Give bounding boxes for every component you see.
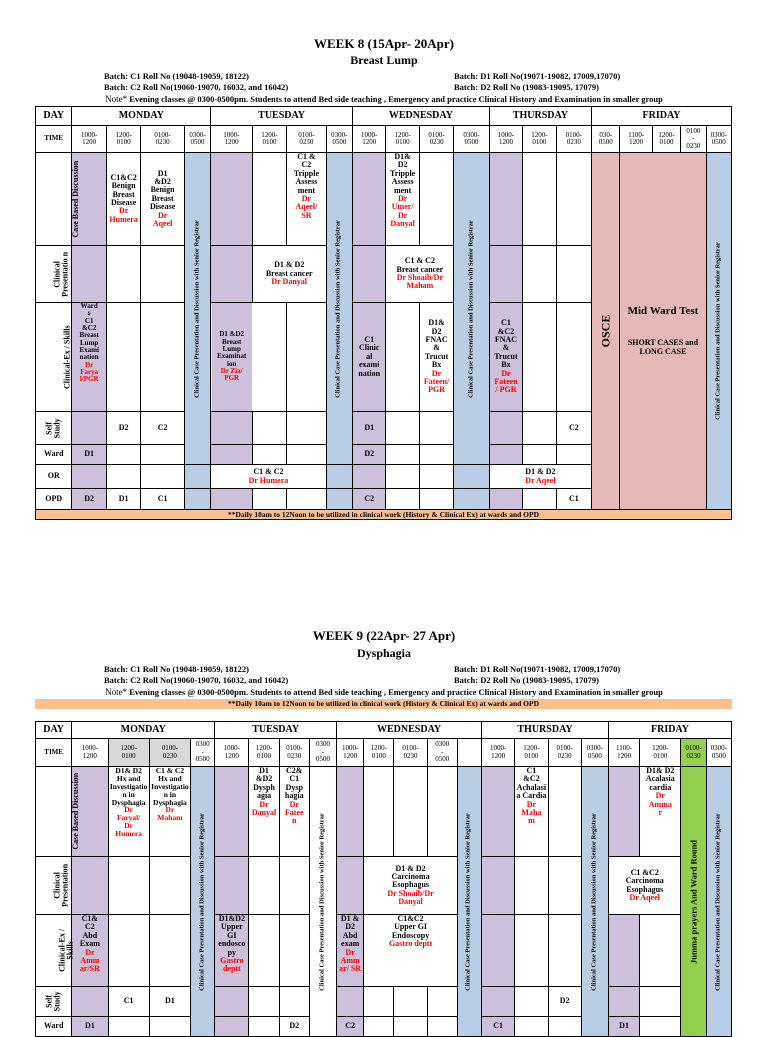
time-slot: 1000- 1200 [72, 739, 108, 767]
time-slot: 1200- 0100 [364, 739, 394, 767]
schedule-cell [215, 767, 249, 857]
schedule-cell [427, 1017, 457, 1037]
schedule-cell: C1 & C2 Breast cancer Dr Shoaib/Dr Maham [386, 246, 454, 303]
header-monday: MONDAY [72, 107, 211, 126]
time-slot: 0100- 0230 [556, 126, 591, 153]
week9-note-prefix: Note* [105, 687, 128, 697]
schedule-cell: C1 [482, 1017, 515, 1037]
schedule-cell: D1 &D2 Breast Lump Examinat ion Dr Zia/ PGR [211, 303, 287, 412]
time-slot: 0300 - 0500 [191, 739, 215, 767]
vertical-banner: Clinical Case Presentation and Discussion with Senior Registrar [457, 767, 481, 1037]
vertical-banner: Clinical Case Presentation and Discussion with Senior Registrar [191, 767, 215, 1037]
schedule-cell [515, 857, 548, 915]
schedule-cell [141, 303, 185, 412]
schedule-cell [337, 987, 364, 1017]
schedule-cell [364, 1017, 394, 1037]
schedule-cell [287, 303, 327, 412]
time-slot: 1000- 1200 [489, 126, 522, 153]
schedule-cell [252, 445, 286, 465]
schedule-cell [353, 153, 386, 246]
schedule-cell [279, 915, 309, 987]
header-friday: FRIDAY [592, 107, 732, 126]
schedule-cell: D1& D2 FNAC & Trucut Bx Dr Fateen/ PGR [419, 303, 453, 412]
time-slot: 1100- 1200 [608, 739, 639, 767]
week8-note [0, 94, 768, 104]
schedule-cell [386, 412, 419, 445]
time-slot: 0100- 0230 [287, 126, 327, 153]
schedule-cell [523, 246, 556, 303]
week8-subtitle: Breast Lump [350, 53, 418, 67]
week9-note [0, 687, 768, 697]
schedule-cell [337, 767, 364, 857]
schedule-cell [211, 445, 253, 465]
schedule-cell [454, 465, 489, 489]
vertical-banner: Clinical Case Presentation and Discussion with Senior Registrar [581, 767, 608, 1037]
schedule-cell: D2 [353, 445, 386, 465]
schedule-cell [386, 303, 419, 412]
schedule-cell [353, 246, 386, 303]
week9-schedule-table [35, 721, 732, 1037]
vertical-banner: Clinical Case Presentation and Discussion with Senior Registrar [309, 767, 336, 1037]
schedule-cell [489, 445, 522, 465]
schedule-cell: D1 & D2 Dr Aqeel [489, 465, 591, 489]
schedule-cell [523, 153, 556, 246]
week9-batch-c2: Batch: C2 Roll No(19060-19070, 16032, and 16042) [104, 675, 289, 685]
schedule-cell [489, 246, 522, 303]
header-monday: MONDAY [72, 722, 215, 739]
schedule-cell [608, 767, 639, 857]
schedule-cell: D1 [353, 412, 386, 445]
week9-batch-d2: Batch: D2 Roll No (19083-19095, 17079) [454, 675, 599, 685]
schedule-cell [353, 465, 386, 489]
schedule-cell [489, 412, 522, 445]
schedule-cell [419, 445, 453, 465]
schedule-cell [287, 445, 327, 465]
schedule-cell [548, 1017, 581, 1037]
schedule-cell [108, 1017, 149, 1037]
schedule-cell [515, 915, 548, 987]
time-slot: 1200- 0100 [515, 739, 548, 767]
header-thursday: THURSDAY [489, 107, 591, 126]
row-label-case-based-discussion: Case Based Discussion [36, 767, 72, 857]
time-slot: 1200- 0100 [249, 739, 279, 767]
time-slot: 0300- 0500 [454, 126, 489, 153]
schedule-cell: D1& D2 Tripple Assess ment Dr Umer/ Dr Danyal [386, 153, 419, 246]
schedule-cell [640, 987, 681, 1017]
schedule-cell [252, 489, 286, 510]
time-slot: 0100- 0230 [141, 126, 185, 153]
schedule-cell [211, 246, 253, 303]
header-friday: FRIDAY [608, 722, 731, 739]
schedule-cell: C1&C2 Benign Breast Disease Dr Humera [106, 153, 140, 246]
schedule-cell [211, 412, 253, 445]
schedule-cell [249, 857, 279, 915]
schedule-cell [427, 987, 457, 1017]
schedule-cell: C1 &C2 FNAC & Trucut Bx Dr Fateen / PGR [489, 303, 522, 412]
schedule-cell [394, 767, 427, 857]
schedule-cell [106, 445, 140, 465]
time-slot: 1200- 0100 [106, 126, 140, 153]
time-label: TIME [36, 739, 72, 767]
schedule-cell [141, 246, 185, 303]
week9-title: WEEK 9 (22Apr- 27 Apr) [312, 628, 456, 643]
schedule-cell [211, 153, 253, 246]
schedule-cell [482, 987, 515, 1017]
week8-footer-note: **Daily 10am to 12Noon to be utilized in clinical work (History & Clinical Ex) at wards and OPD [36, 510, 732, 520]
time-slot: 0100- 0230 [149, 739, 190, 767]
time-slot: 0300- 0500 [706, 126, 732, 153]
schedule-cell: C1 & C2 Hx and Investigatio n in Dysphagia Dr Maham [149, 767, 190, 857]
schedule-cell [386, 445, 419, 465]
time-slot: 1200- 0100 [523, 126, 556, 153]
schedule-cell: D1 &D2 Dysph agia Dr Danyal [249, 767, 279, 857]
row-label-clinical-ex-skills: Clinical-Ex / Skills [36, 915, 72, 987]
schedule-cell: C1&C2 Upper GI Endoscopy Gastro deptt [364, 915, 458, 987]
time-slot: 030- 0500 [592, 126, 620, 153]
week9-footer-note: **Daily 10am to 12Noon to be utilized in clinical work (History & Clinical Ex) at wards and OPD [35, 699, 732, 709]
schedule-cell [252, 412, 286, 445]
schedule-cell [249, 987, 279, 1017]
schedule-cell [279, 987, 309, 1017]
schedule-cell [141, 445, 185, 465]
schedule-cell: D2 [548, 987, 581, 1017]
schedule-cell: C2& C1 Dysp hagia Dr Fatee n [279, 767, 309, 857]
schedule-cell [326, 465, 352, 489]
schedule-cell [106, 246, 140, 303]
schedule-cell [211, 489, 253, 510]
schedule-cell: D1& D2 Acalasia cardia Dr Amma r [640, 767, 681, 857]
schedule-cell: D1& D2 Hx and Investigatio n in Dysphagia Dr Faryal/ Dr Humera [108, 767, 149, 857]
schedule-cell: Ward s C1 &C2 Breast Lump Exami nation Dr Farya l/PGR [72, 303, 106, 412]
schedule-cell [108, 915, 149, 987]
schedule-cell: D1 & D2 Abd exam Dr Amm ar/ SR [337, 915, 364, 987]
time-slot: 1200- 0100 [640, 739, 681, 767]
schedule-cell: D1 [608, 1017, 639, 1037]
row-label-clinical-ex-skills: Clinical-Ex / Skills [36, 303, 72, 412]
header-thursday: THURSDAY [482, 722, 609, 739]
schedule-cell [608, 915, 639, 987]
schedule-cell [72, 246, 106, 303]
time-slot: 0100- 0230 [279, 739, 309, 767]
schedule-cell [482, 915, 515, 987]
time-slot: 0300- 0500 [326, 126, 352, 153]
schedule-cell [523, 489, 556, 510]
schedule-cell [252, 153, 286, 246]
row-label-or: OR [36, 465, 72, 489]
row-label-clinical-presentation: Clinical Presentatio n [36, 246, 72, 303]
week8-note-prefix: Note* [105, 94, 128, 104]
schedule-cell [515, 1017, 548, 1037]
schedule-cell [394, 1017, 427, 1037]
row-label-clinical-presentation: Clinical Presentation [36, 857, 72, 915]
schedule-cell [548, 767, 581, 857]
schedule-cell [419, 153, 453, 246]
vertical-banner: Clinical Case Presentation and Discussion with Senior Registrar [706, 153, 732, 510]
schedule-cell: D1&D2 Upper GI endosco py Gastro deptt [215, 915, 249, 987]
week8-batch-d2: Batch: D2 Roll No (19083-19095, 17079) [454, 82, 599, 92]
schedule-cell [337, 857, 364, 915]
schedule-cell [640, 915, 681, 987]
schedule-cell [556, 303, 591, 412]
week8-batch-d1: Batch: D1 Roll No(19071-19082, 17009,17070) [454, 71, 621, 81]
schedule-cell [454, 489, 489, 510]
schedule-cell [427, 767, 457, 857]
week8-note-body: Evening classes @ 0300-0500pm. Students to attend Bed side teaching , Emergency and practice Clinical History and Examination in smaller group [127, 94, 663, 104]
schedule-cell [326, 489, 352, 510]
schedule-cell [515, 987, 548, 1017]
row-label-case-based-discussion: Case Based Discussion [36, 153, 72, 246]
header-day: DAY [36, 107, 72, 126]
row-label-self-study: Self Study [36, 412, 72, 445]
schedule-cell [249, 915, 279, 987]
schedule-cell [489, 153, 522, 246]
header-wednesday: WEDNESDAY [353, 107, 490, 126]
schedule-cell [72, 987, 108, 1017]
time-slot: 0300 - 0500 [309, 739, 336, 767]
schedule-cell [72, 412, 106, 445]
time-slot: 1000- 1200 [211, 126, 253, 153]
vertical-banner: Clinical Case Presentation and Discussion with Senior Registrar [706, 767, 731, 1037]
schedule-cell: C1& C2 Abd Exam Dr Amm ar/SR [72, 915, 108, 987]
time-slot: 1200- 0100 [108, 739, 149, 767]
schedule-cell: D1 & D2 Breast cancer Dr Danyal [252, 246, 326, 303]
jumma-prayers-cell: Jumma prayers And Ward Round [681, 767, 706, 1037]
schedule-cell [419, 465, 453, 489]
schedule-cell [72, 857, 108, 915]
time-slot: 0100- 0230 [394, 739, 427, 767]
week9-batch-c1: Batch: C1 Roll No (19048-19059, 18122) [104, 664, 249, 674]
osce-cell: OSCE [592, 153, 620, 510]
mid-ward-test-cell: Mid Ward Test SHORT CASES and LONG CASE [620, 153, 706, 510]
header-day: DAY [36, 722, 72, 739]
vertical-banner: Clinical Case Presentation and Discussion with Senior Registrar [454, 153, 489, 465]
header-tuesday: TUESDAY [215, 722, 337, 739]
time-slot: 0100- 0230 [548, 739, 581, 767]
vertical-banner: Clinical Case Presentation and Discussion with Senior Registrar [184, 153, 210, 465]
schedule-cell [556, 445, 591, 465]
schedule-cell: C2 [353, 489, 386, 510]
schedule-cell [394, 987, 427, 1017]
schedule-cell [141, 465, 185, 489]
schedule-cell [548, 857, 581, 915]
schedule-cell [106, 465, 140, 489]
schedule-cell [287, 489, 327, 510]
time-slot: 1000- 1200 [72, 126, 106, 153]
schedule-cell: D2 [279, 1017, 309, 1037]
schedule-cell: D2 [72, 489, 106, 510]
time-slot: 0300- 0500 [706, 739, 731, 767]
schedule-cell [149, 915, 190, 987]
schedule-cell: D1 & D2 Carcinoma Esophagus Dr Shoaib/Dr Danyal [364, 857, 458, 915]
time-slot: 1000- 1200 [482, 739, 515, 767]
schedule-cell: C1 & C2 Dr Humera [211, 465, 326, 489]
schedule-cell [482, 767, 515, 857]
schedule-cell [489, 489, 522, 510]
row-label-ward: Ward [36, 445, 72, 465]
schedule-cell: C1 & C2 Tripple Assess ment Dr Aqeel/ SR [287, 153, 327, 246]
header-tuesday: TUESDAY [211, 107, 353, 126]
schedule-cell [608, 987, 639, 1017]
schedule-cell [386, 465, 419, 489]
schedule-cell [249, 1017, 279, 1037]
schedule-cell [215, 987, 249, 1017]
week8-batch-c2: Batch: C2 Roll No(19060-19070, 16032, and 16042) [104, 82, 289, 92]
schedule-cell [523, 412, 556, 445]
schedule-cell [419, 489, 453, 510]
schedule-cell: C1 [556, 489, 591, 510]
schedule-cell [523, 445, 556, 465]
row-label-ward: Ward [36, 1017, 72, 1037]
schedule-cell: D1 [72, 1017, 108, 1037]
schedule-cell: C1 [108, 987, 149, 1017]
schedule-cell [640, 1017, 681, 1037]
schedule-cell [149, 1017, 190, 1037]
time-slot: 0100- 0230 [681, 739, 706, 767]
time-label: TIME [36, 126, 72, 153]
schedule-cell: D1 [106, 489, 140, 510]
time-slot: 1000- 1200 [215, 739, 249, 767]
time-slot: 0100 - 0230 [681, 126, 706, 153]
week9-batch-d1: Batch: D1 Roll No(19071-19082, 17009,17070) [454, 664, 621, 674]
schedule-cell [548, 915, 581, 987]
schedule-cell [106, 303, 140, 412]
time-slot: 1000- 1200 [337, 739, 364, 767]
schedule-cell: D2 [106, 412, 140, 445]
schedule-cell: C2 [141, 412, 185, 445]
schedule-cell [108, 857, 149, 915]
schedule-cell [215, 857, 249, 915]
schedule-cell [523, 303, 556, 412]
schedule-cell [287, 412, 327, 445]
schedule-cell [482, 857, 515, 915]
schedule-cell: C1 Clinic al exami nation [353, 303, 386, 412]
schedule-cell: D1 &D2 Benign Breast Disease Dr Aqeel [141, 153, 185, 246]
time-slot: 1200- 0100 [386, 126, 419, 153]
time-slot: 0300- 0500 [184, 126, 210, 153]
schedule-cell [72, 465, 106, 489]
week9-subtitle: Dysphagia [356, 646, 412, 660]
schedule-cell: C1 &C2 Carcinoma Esophagus Dr Aqeel [608, 857, 681, 915]
schedule-cell [184, 465, 210, 489]
week8-schedule-table [35, 106, 732, 520]
time-slot: 1000- 1200 [353, 126, 386, 153]
time-slot: 1100- 1200 [620, 126, 652, 153]
schedule-cell [556, 246, 591, 303]
time-slot [457, 739, 481, 767]
header-wednesday: WEDNESDAY [337, 722, 482, 739]
schedule-cell: D1 [149, 987, 190, 1017]
time-slot: 1200- 0100 [652, 126, 680, 153]
schedule-cell: D1 [72, 445, 106, 465]
schedule-cell [279, 857, 309, 915]
schedule-cell [364, 767, 394, 857]
schedule-cell: C1 &C2 Achalasi a Cardia Dr Maha m [515, 767, 548, 857]
week8-title: WEEK 8 (15Apr- 20Apr) [314, 36, 454, 51]
time-slot: 0300- 0500 [581, 739, 608, 767]
time-slot: 0100- 0230 [419, 126, 453, 153]
schedule-cell: C2 [337, 1017, 364, 1037]
schedule-cell [386, 489, 419, 510]
schedule-cell: C2 [556, 412, 591, 445]
week8-batch-c1: Batch: C1 Roll No (19048-19059, 18122) [104, 71, 249, 81]
row-label-self-study: Self Study [36, 987, 72, 1017]
week9-note-body: Evening classes @ 0300-0500pm. Students to attend Bed side teaching , Emergency and practice Clinical History and Examination in smaller group [127, 687, 663, 697]
schedule-cell [215, 1017, 249, 1037]
schedule-cell [364, 987, 394, 1017]
schedule-cell [419, 412, 453, 445]
time-slot: 0300 - 0500 [427, 739, 457, 767]
schedule-cell [184, 489, 210, 510]
time-slot: 1200- 0100 [252, 126, 286, 153]
schedule-cell [556, 153, 591, 246]
schedule-cell [149, 857, 190, 915]
vertical-banner: Clinical Case Presentation and Discussion with Senior Registrar [326, 153, 352, 465]
schedule-cell: C1 [141, 489, 185, 510]
row-label-opd: OPD [36, 489, 72, 510]
